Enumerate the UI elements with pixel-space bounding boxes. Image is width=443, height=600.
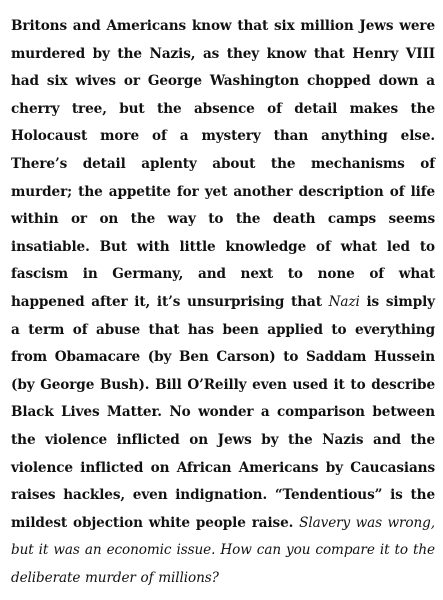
- body-paragraph: [11, 13, 435, 592]
- italic-term-nazi: Nazi: [328, 293, 360, 310]
- italic-quoted-objection: Slavery was wrong, but it was an economic issue. How can you compare it to the deliberate murder of millions?: [11, 514, 435, 586]
- paragraph-text-part-2: is simply a term of abuse that has been applied to everything from Obamacare (by Ben Carson) to Saddam Hussein (by George Bush). Bill O’Reilly even used it to describe Black Lives Matter. No wonder a comparison between the violence inflicted on Jews by the Nazis and the violence inflicted on African Americans by Caucasians raises hackles, even indignation. “Tendentious” is the mildest objection white people raise.: [11, 293, 435, 531]
- paragraph-text-part-1: Britons and Americans know that six million Jews were murdered by the Nazis, as they know that Henry VIII had six wives or George Washington chopped down a cherry tree, but the absence of detail makes the Holocaust more of a mystery than anything else. There’s detail aplenty about the mechanisms of murder; the appetite for yet another description of life within or on the way to the death camps seems insatiable. But with little knowledge of what led to fascism in Germany, and next to none of what happened after it, it’s unsurprising that: [11, 18, 435, 310]
